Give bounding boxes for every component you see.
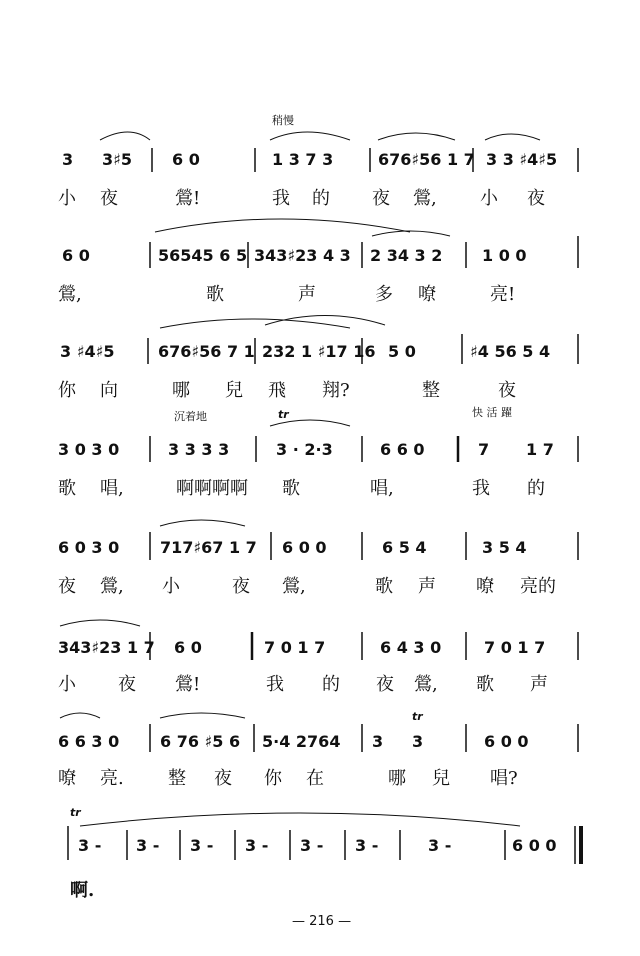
note-group: 3 ♯4♯5 — [60, 342, 115, 361]
note-group: 2 34 3 2 — [370, 246, 443, 265]
note-group: 343♯23 4 3 — [254, 246, 351, 265]
lyric: 嘹 — [418, 284, 436, 305]
lyric: 亮. — [100, 768, 124, 789]
lyric: 夜 — [58, 576, 76, 597]
trill-mark: tr — [412, 710, 423, 723]
lyric: 夜 — [100, 188, 118, 209]
note-group: 6 76 ♯5 6 — [160, 732, 241, 751]
note-group: 7 0 1 7 — [484, 638, 546, 657]
lyric: 整 — [422, 380, 440, 401]
note-group: 6 5 4 — [382, 538, 427, 557]
lyric: 夜 — [232, 576, 250, 597]
note-group: 6 6 0 — [380, 440, 425, 459]
lyric: 的 — [527, 478, 545, 499]
note-group: 3 3 3 3 — [168, 440, 230, 459]
note-group: 717♯67 1 7 — [160, 538, 257, 557]
lyric: 我 — [272, 188, 290, 209]
note-group: 3 - — [300, 836, 324, 855]
tempo-mark: 快 活 躍 — [472, 406, 512, 419]
lyric: 歌 — [476, 674, 494, 695]
note-group: 5 0 — [388, 342, 416, 361]
lyric: 的 — [322, 674, 340, 695]
lyric: 歌 — [206, 284, 224, 305]
note-group: 676♯56 1 7 — [378, 150, 475, 169]
lyric: 我 — [472, 478, 490, 499]
lyric: 小 — [58, 188, 76, 209]
lyric: 唱, — [370, 478, 394, 499]
note-group: 3 - — [78, 836, 102, 855]
note-group: 6 0 3 0 — [58, 538, 120, 557]
note-group: 7 — [478, 440, 490, 459]
note-group: 1 3 7 3 — [272, 150, 334, 169]
note-group: 7 0 1 7 — [264, 638, 326, 657]
lyric: 兒 — [225, 380, 243, 401]
page-number: — 216 — — [292, 914, 352, 929]
note-group: 3 5 4 — [482, 538, 527, 557]
lyric: 夜 — [214, 768, 232, 789]
lyric: 鶯, — [414, 674, 438, 695]
lyric: 小 — [162, 576, 180, 597]
lyric: 歌 — [282, 478, 300, 499]
note-group: 3 - — [190, 836, 214, 855]
lyric: 嘹 — [476, 576, 494, 597]
note-group: 1 0 0 — [482, 246, 527, 265]
lyric: 啊. — [70, 880, 95, 901]
lyric: 小 — [58, 674, 76, 695]
lyric: 歌 — [58, 478, 76, 499]
note-group: 3 — [412, 732, 424, 751]
lyric: 你 — [58, 380, 76, 401]
trill-mark: tr — [70, 806, 81, 819]
lyric: 哪 — [388, 768, 406, 789]
note-group: 3♯5 — [102, 150, 133, 169]
lyric: 整 — [168, 768, 186, 789]
lyric: 哪 — [172, 380, 190, 401]
note-group: 3 - — [428, 836, 452, 855]
note-group: 3 — [62, 150, 74, 169]
lyric: 的 — [312, 188, 330, 209]
lyric: 在 — [306, 768, 324, 789]
lyric: 鶯! — [175, 674, 201, 695]
note-group: 6 6 3 0 — [58, 732, 120, 751]
lyric: 鶯! — [175, 188, 201, 209]
lyric: 唱? — [490, 768, 518, 789]
lyric: 夜 — [498, 380, 516, 401]
note-group: 3 - — [245, 836, 269, 855]
lyric: 亮! — [490, 284, 516, 305]
note-group: 343♯23 1 7 — [58, 638, 155, 657]
lyric: 啊啊啊啊 — [176, 478, 248, 499]
note-group: 3 3 ♯4♯5 — [486, 150, 558, 169]
tempo-mark: 稍慢 — [272, 114, 294, 127]
lyric: 鶯, — [413, 188, 437, 209]
note-group: 232 1 ♯17 16 — [262, 342, 376, 361]
note-group: 3 - — [355, 836, 379, 855]
note-group: 5·4 2764 — [262, 732, 341, 751]
lyric: 向 — [100, 380, 118, 401]
lyric: 声 — [418, 576, 436, 597]
note-group: 56545 6 5 — [158, 246, 248, 265]
tempo-mark: 沉着地 — [174, 410, 207, 423]
note-group: 3 · 2·3 — [276, 440, 333, 459]
note-group: 6 0 0 — [512, 836, 557, 855]
lyric: 歌 — [375, 576, 393, 597]
note-group: 3 — [372, 732, 384, 751]
note-group: 3 - — [136, 836, 160, 855]
lyric: 夜 — [118, 674, 136, 695]
trill-mark: tr — [278, 408, 289, 421]
lyric: 嘹 — [58, 768, 76, 789]
note-group: 6 0 — [62, 246, 90, 265]
lyric: 声 — [530, 674, 548, 695]
lyric: 我 — [266, 674, 284, 695]
lyric: 夜 — [376, 674, 394, 695]
lyric: 你 — [264, 768, 282, 789]
note-group: 6 0 0 — [282, 538, 327, 557]
note-group: 676♯56 7 1 — [158, 342, 255, 361]
note-group: 6 4 3 0 — [380, 638, 442, 657]
lyric: 夜 — [372, 188, 390, 209]
note-group: 3 0 3 0 — [58, 440, 120, 459]
lyric: 飛 — [268, 380, 286, 401]
note-group: 6 0 — [174, 638, 202, 657]
lyric: 鶯, — [100, 576, 124, 597]
lyric: 夜 — [527, 188, 545, 209]
lyric: 唱, — [100, 478, 124, 499]
lyric: 鶯, — [58, 284, 82, 305]
note-group: ♯4 56 5 4 — [470, 342, 551, 361]
lyric: 翔? — [322, 380, 350, 401]
lyric: 兒 — [432, 768, 450, 789]
note-group: 6 0 0 — [484, 732, 529, 751]
lyric: 多 — [375, 284, 393, 305]
note-group: 1 7 — [526, 440, 554, 459]
lyric: 小 — [480, 188, 498, 209]
lyric: 鶯, — [282, 576, 306, 597]
lyric: 声 — [298, 284, 316, 305]
note-group: 6 0 — [172, 150, 200, 169]
lyric: 亮的 — [520, 576, 556, 597]
